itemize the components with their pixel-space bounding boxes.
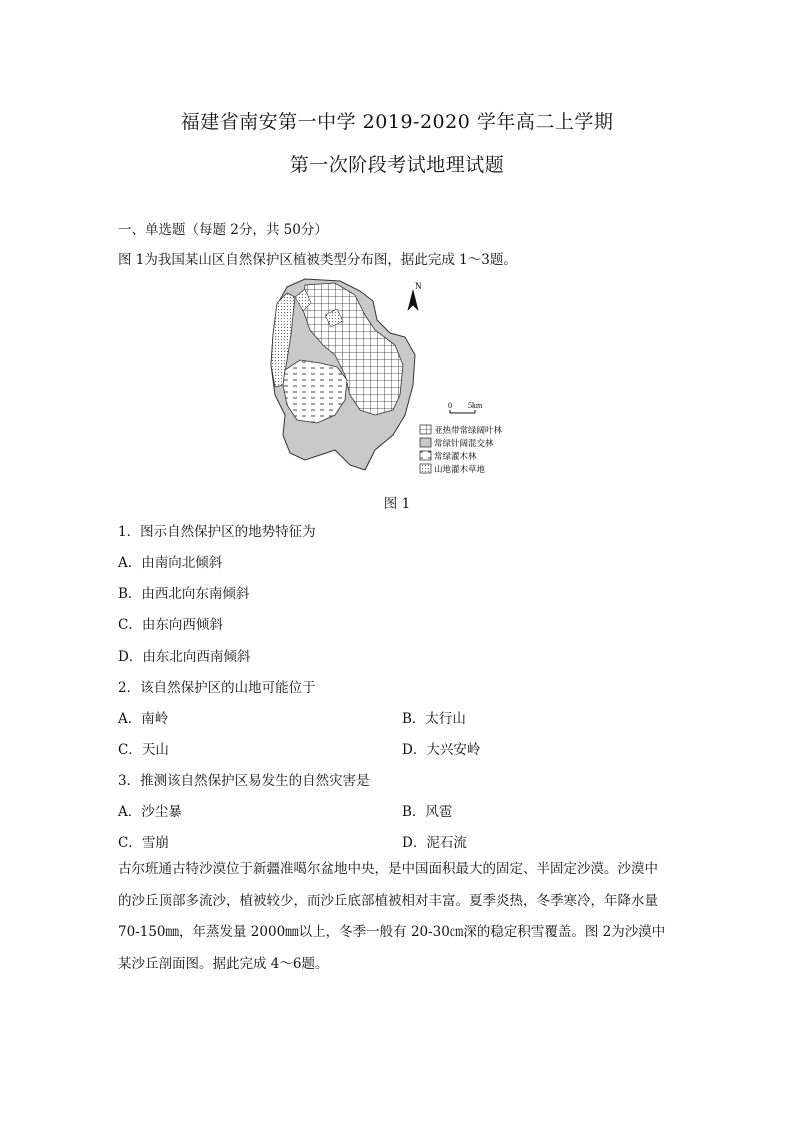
figure-1-map [265, 275, 535, 480]
question-1-stem: 1．图示自然保护区的地势特征为 [118, 524, 316, 540]
question-2-option-d: D．大兴安岭 [402, 742, 481, 758]
question-3-stem: 3．推测该自然保护区易发生的自然灾害是 [118, 773, 370, 789]
question-1-option-a: A．由南向北倾斜 [118, 555, 223, 571]
scale-bar [448, 401, 483, 413]
legend-item-3: 常绿灌木林 [434, 452, 477, 462]
question-3-option-c: C．雪崩 [118, 835, 169, 851]
north-label: N [415, 281, 422, 291]
question-2-option-a: A．南岭 [118, 711, 169, 727]
question-3-option-a: A．沙尘暴 [118, 804, 182, 820]
section-heading: 一、单选题（每题 2分，共 50分） [118, 222, 328, 238]
question-1-option-c: C．由东向西倾斜 [118, 617, 223, 633]
exam-title-line2: 第一次阶段考试地理试题 [289, 154, 505, 176]
passage-2-line-4: 某沙丘剖面图。据此完成 4～6题。 [118, 955, 329, 972]
question-1-option-b: B．由西北向东南倾斜 [118, 586, 250, 602]
passage-2-line-1: 古尔班通古特沙漠位于新疆准噶尔盆地中央，是中国面积最大的固定、半固定沙漠。沙漠中 [118, 861, 658, 877]
legend-item-2: 常绿针阔混交林 [434, 439, 494, 449]
scale-value: 5km [468, 401, 483, 410]
figure-1-caption: 图 1 [383, 496, 411, 512]
scale-zero: 0 [448, 401, 452, 410]
question-2-option-c: C．天山 [118, 742, 169, 758]
question-1-option-d: D．由东北向西南倾斜 [118, 649, 251, 665]
exam-title-line1: 福建省南安第一中学 2019-2020 学年高二上学期 [180, 111, 614, 133]
passage-2-line-2: 的沙丘顶部多流沙，植被较少，而沙丘底部植被相对丰富。夏季炎热，冬季寒冷，年降水量 [118, 892, 658, 909]
question-2-option-b: B．太行山 [402, 711, 466, 727]
legend-item-4: 山地灌木草地 [434, 465, 486, 475]
passage-2-line-3: 70-150㎜，年蒸发量 2000㎜以上，冬季一般有 20-30㎝深的稳定积雪覆盖。图 2为沙漠中 [118, 924, 666, 940]
intro-text-1: 图 1为我国某山区自然保护区植被类型分布图，据此完成 1～3题。 [118, 252, 517, 268]
legend-item-1: 亚热带常绿阔叶林 [434, 426, 503, 436]
passage-2 [118, 854, 682, 980]
question-2-stem: 2．该自然保护区的山地可能位于 [118, 680, 316, 696]
question-3-option-b: B．风雹 [402, 804, 453, 820]
north-arrow-icon [408, 290, 418, 310]
question-3-option-d: D．泥石流 [402, 835, 467, 851]
legend [420, 425, 503, 475]
